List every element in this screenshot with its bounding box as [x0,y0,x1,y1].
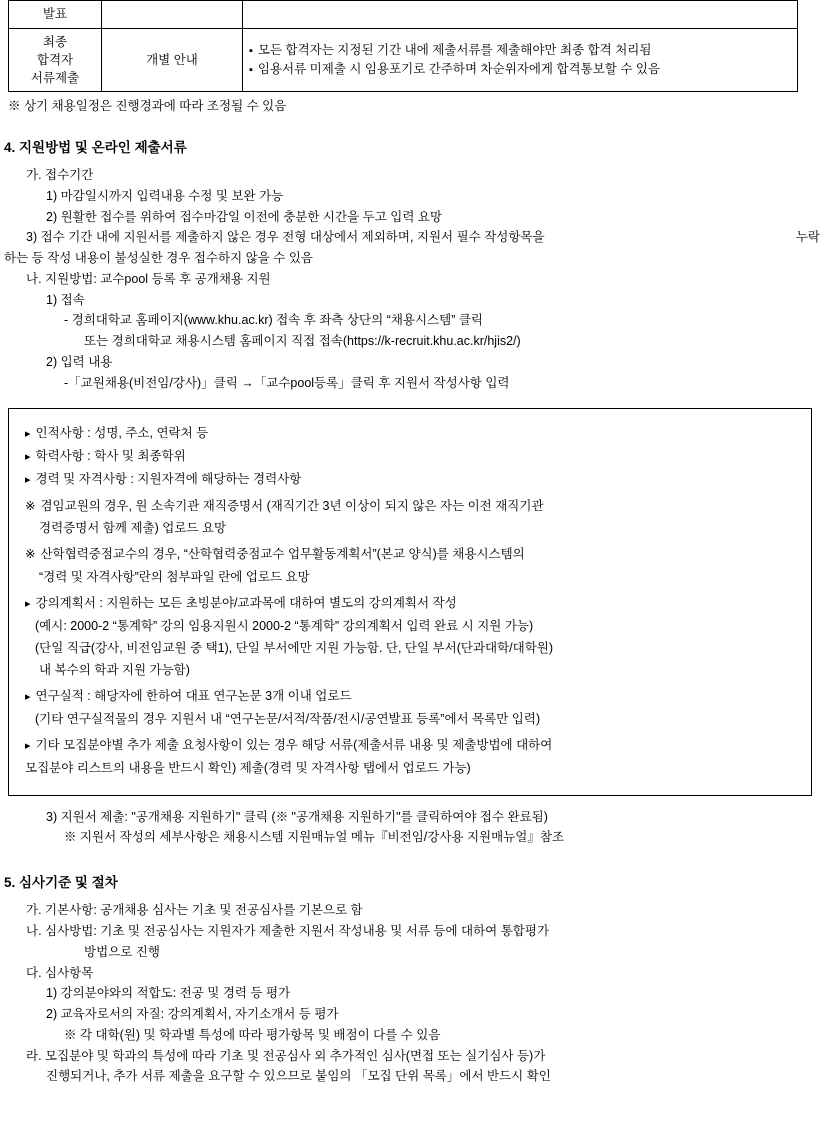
table-row [9,28,798,91]
section-4-item-a3-tail: 누락 [795,230,820,245]
box-line: ▸ 학력사항 : 학사 및 최종학위 [25,446,797,467]
section-4-item-a2: 2) 원활한 접수를 위하여 접수마감일 이전에 충분한 시간을 두고 입력 요망 [46,209,443,224]
section-5-item-d-continued: 진행되거나, 추가 서류 제출을 요구할 수 있으므로 붙임의 「모집 단위 목록」에서 반드시 확인 [46,1069,551,1084]
section-5-heading: 5. 심사기준 및 절차 [4,875,118,890]
section-5-item-d: 라. 모집분야 및 학과의 특성에 따라 기초 및 전공심사 외 추가적인 심사(면접 또는 실기심사 등)가 [26,1048,546,1063]
section-4-item-a3 [26,228,820,247]
schedule-stage-cell: 발표 [9,1,102,29]
box-line: 경력증명서 함께 제출) 업로드 요망 [39,521,227,536]
box-line: ▸ 연구실적 : 해당자에 한하여 대표 연구논문 3개 이내 업로드 [25,686,797,707]
box-line: ※ 산학협력중점교수의 경우, “산학협력중점교수 업무활동계획서”(본교 양식)를 채용시스템의 [25,544,797,564]
box-line: ※ 겸임교원의 경우, 원 소속기관 재직증명서 (재직기간 3년 이상이 되지 않은 자는 이전 재직기관 [25,496,797,516]
section-5-item-b-continued: 방법으로 진행 [84,944,160,959]
box-line: (예시: 2000-2 “통계학” 강의 임용지원시 2000-2 “통계학” 강의계획서 입력 완료 시 지원 가능) [35,618,534,633]
section-4-item-b1-sub2: 또는 경희대학교 채용시스템 홈페이지 직접 접속(https://k-recruit.khu.ac.kr/hjis2/) [84,334,521,349]
stage-line: 서류제출 [30,71,80,85]
box-line: 모집분야 리스트의 내용을 반드시 확인) 제출(경력 및 자격사항 탭에서 업로드 가능) [25,761,471,776]
section-4-item-b3: 3) 지원서 제출: "공개채용 지원하기" 클릭 (※ "공개채용 지원하기"를 클릭하여야 접수 완료됨) [46,809,548,824]
schedule-method-cell [102,1,243,29]
section-5-item-c-note: ※ 각 대학(원) 및 학과별 특성에 따라 평가항목 및 배점이 다를 수 있음 [64,1027,441,1042]
section-4-heading: 4. 지원방법 및 온라인 제출서류 [4,139,187,155]
section-5-item-b: 나. 심사방법: 기초 및 전공심사는 지원자가 제출한 지원서 작성내용 및 서류 등에 대하여 통합평가 [26,924,550,938]
box-line: ▸ 기타 모집분야별 추가 제출 요청사항이 있는 경우 해당 서류(제출서류 내용 및 제출방법에 대하여 [25,735,797,756]
section-4-item-a1: 1) 마감일시까지 입력내용 수정 및 보완 가능 [46,188,284,203]
online-submission-box [8,408,812,795]
schedule-stage-cell [9,28,102,91]
box-line: ▸ 강의계획서 : 지원하는 모든 초빙분야/교과목에 대하여 별도의 강의계획서 작성 [25,593,797,614]
stage-line: 합격자 [36,52,74,67]
detail-line: ▪ 임용서류 미제출 시 임용포기로 간주하며 차순위자에게 합격통보할 수 있음 [249,60,791,79]
schedule-table [8,0,798,92]
box-line: ▸ 인적사항 : 성명, 주소, 연락처 등 [25,423,797,444]
section-4-item-a3-main: 3) 접수 기간 내에 지원서를 제출하지 않은 경우 전형 대상에서 제외하며, 지원서 필수 작성항목을 [26,230,545,245]
box-line: (단일 직급(강사, 비전임교원 중 택1), 단일 부서에만 지원 가능함. 단, 단일 부서(단과대학/대학원) [35,640,554,655]
section-4-item-a3-continued: 하는 등 작성 내용이 불성실한 경우 접수하지 않을 수 있음 [4,251,313,266]
schedule-note: ※ 상기 채용일정은 진행경과에 따라 조정될 수 있음 [8,99,287,114]
section-4-item-a: 가. 접수기간 [26,168,94,183]
detail-line: ▪ 모든 합격자는 지정된 기간 내에 제출서류를 제출해야만 최종 합격 처리됨 [249,41,791,60]
section-4-item-b: 나. 지원방법: 교수pool 등록 후 공개채용 지원 [26,271,271,286]
box-line: (기타 연구실적물의 경우 지원서 내 “연구논문/서적/작품/전시/공연발표 등록”에서 목록만 입력) [35,712,541,727]
section-4-item-b1: 1) 접속 [46,292,85,307]
table-row [9,1,798,29]
section-5-item-c: 다. 심사항목 [26,965,94,980]
section-5-item-c2: 2) 교육자로서의 자질: 강의계획서, 자기소개서 등 평가 [46,1007,339,1021]
section-4-item-b2: 2) 입력 내용 [46,354,113,369]
box-line: 내 복수의 학과 지원 가능함) [39,663,190,678]
box-line: ▸ 경력 및 자격사항 : 지원자격에 해당하는 경력사항 [25,469,797,490]
section-5-item-c1: 1) 강의분야와의 적합도: 전공 및 경력 등 평가 [46,986,291,1001]
schedule-method-cell: 개별 안내 [102,28,243,91]
section-4-item-b2-sub1: -「교원채용(비전임/강사)」클릭 →「교수pool등록」클릭 후 지원서 작성사항 입력 [64,375,510,390]
box-line: “경력 및 자격사항”란의 첨부파일 란에 업로드 요망 [39,569,310,584]
schedule-detail-cell [243,28,798,91]
section-4-item-b3-note: ※ 지원서 작성의 세부사항은 채용시스템 지원매뉴얼 메뉴『비전임/강사용 지원매뉴얼』참조 [64,830,564,845]
section-4-item-b1-sub1: - 경희대학교 홈페이지(www.khu.ac.kr) 접속 후 좌측 상단의 “채용시스템” 클릭 [64,313,483,328]
section-5-item-a: 가. 기본사항: 공개채용 심사는 기초 및 전공심사를 기본으로 함 [26,903,363,918]
schedule-detail-cell [243,1,798,29]
stage-line: 최종 [42,34,68,49]
